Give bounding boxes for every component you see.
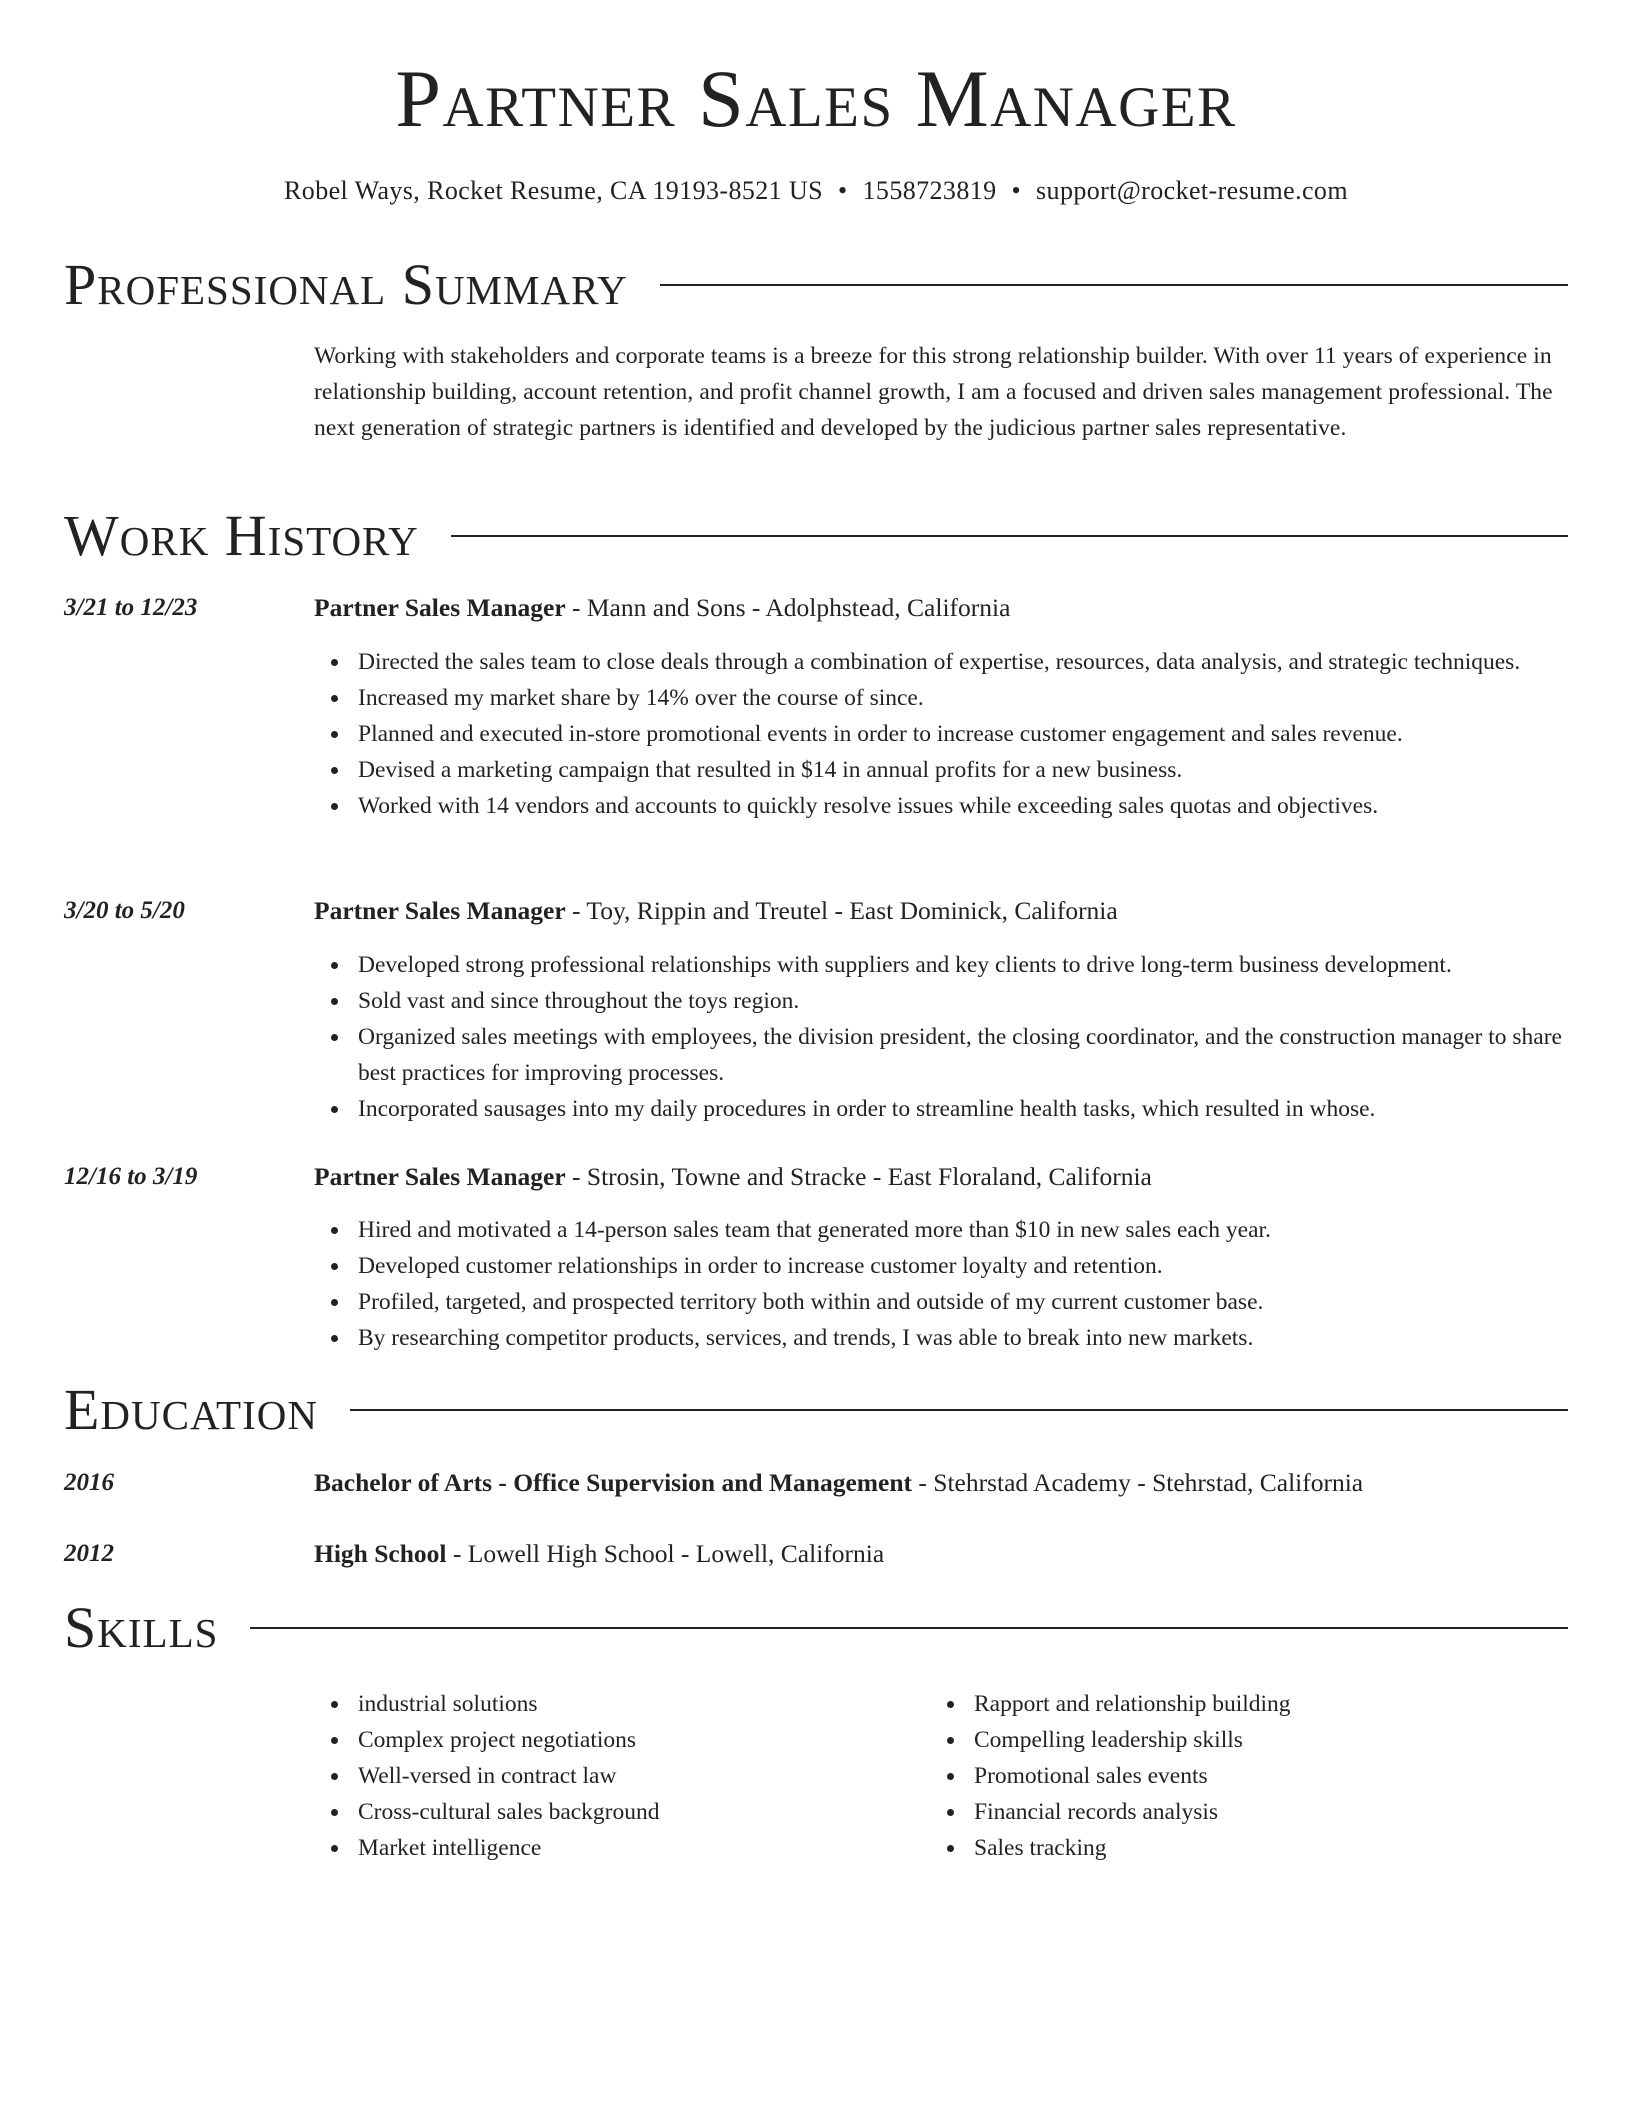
list-item: Worked with 14 vendors and accounts to quickly resolve issues while exceeding sales quotas and objectives. xyxy=(314,788,1568,824)
contact-email: support@rocket-resume.com xyxy=(1036,176,1348,205)
list-item: Planned and executed in-store promotional events in order to increase customer engagement and sales revenue. xyxy=(314,716,1568,752)
skills-list-right xyxy=(930,1686,1530,1866)
job-details: - Toy, Rippin and Treutel - East Dominick, California xyxy=(565,896,1118,925)
contact-line xyxy=(0,176,1632,206)
job-dates: 3/20 to 5/20 xyxy=(64,897,185,924)
skill-item: Complex project negotiations xyxy=(314,1722,914,1758)
resume-name: Partner Sales Manager xyxy=(395,53,1237,144)
section-divider xyxy=(660,284,1568,286)
skills-section-header xyxy=(64,1593,1568,1663)
list-item: By researching competitor products, services, and trends, I was able to break into new markets. xyxy=(314,1320,1568,1356)
list-item: Incorporated sausages into my daily procedures in order to streamline health tasks, which resulted in whose. xyxy=(314,1091,1568,1127)
job-details: - Mann and Sons - Adolphstead, California xyxy=(565,593,1011,622)
skill-item: industrial solutions xyxy=(314,1686,914,1722)
skills-list-left xyxy=(314,1686,914,1866)
contact-address: Robel Ways, Rocket Resume, CA 19193-8521 US xyxy=(284,176,823,205)
summary-text: Working with stakeholders and corporate teams is a breeze for this strong relationship builder. With over 11 years of experience in relationship building, account retention, and profit channel growth, I am a focused and driven sales management professional. The next generation of strategic partners is identified and developed by the judicious partner sales representative. xyxy=(314,343,1553,441)
section-divider xyxy=(350,1409,1568,1411)
contact-separator: • xyxy=(1011,176,1022,205)
list-item: Developed customer relationships in order to increase customer loyalty and retention. xyxy=(314,1248,1568,1284)
job-bullets xyxy=(314,1212,1568,1356)
list-item: Devised a marketing campaign that resulted in $14 in annual profits for a new business. xyxy=(314,752,1568,788)
summary-section-header xyxy=(64,250,1568,320)
job-dates: 3/21 to 12/23 xyxy=(64,594,198,621)
list-item: Increased my market share by 14% over the course of since. xyxy=(314,680,1568,716)
skill-item: Well-versed in contract law xyxy=(314,1758,914,1794)
list-item: Hired and motivated a 14-person sales team that generated more than $10 in new sales each year. xyxy=(314,1212,1568,1248)
education-year: 2016 xyxy=(64,1469,114,1496)
job-bullets xyxy=(314,644,1568,824)
section-divider xyxy=(451,535,1568,537)
education-section-header xyxy=(64,1375,1568,1445)
section-divider xyxy=(250,1627,1568,1629)
skill-item: Market intelligence xyxy=(314,1830,914,1866)
education-year: 2012 xyxy=(64,1540,114,1567)
job-role: Partner Sales Manager xyxy=(314,896,566,925)
list-item: Profiled, targeted, and prospected territory both within and outside of my current customer base. xyxy=(314,1284,1568,1320)
job-bullets xyxy=(314,947,1568,1127)
list-item: Directed the sales team to close deals through a combination of expertise, resources, data analysis, and strategic techniques. xyxy=(314,644,1568,680)
contact-separator: • xyxy=(838,176,848,205)
education-degree: Bachelor of Arts - Office Supervision and Management xyxy=(314,1468,913,1497)
list-item: Organized sales meetings with employees, the division president, the closing coordinator, and the construction manager to share best practices for improving processes. xyxy=(314,1019,1568,1091)
skill-item: Sales tracking xyxy=(930,1830,1530,1866)
education-degree: High School xyxy=(314,1539,447,1568)
section-title: Skills xyxy=(64,1595,219,1660)
job-role: Partner Sales Manager xyxy=(314,593,566,622)
work-section-header xyxy=(64,501,1568,571)
education-entry xyxy=(314,1465,1568,1501)
job-dates: 12/16 to 3/19 xyxy=(64,1163,198,1190)
education-details: - Lowell High School - Lowell, California xyxy=(446,1539,885,1568)
skill-item: Rapport and relationship building xyxy=(930,1686,1530,1722)
contact-phone: 1558723819 xyxy=(862,176,997,205)
job-title xyxy=(314,1159,1568,1195)
section-title: Work History xyxy=(64,503,419,568)
job-details: - Strosin, Towne and Stracke - East Floraland, California xyxy=(565,1162,1152,1191)
skill-item: Compelling leadership skills xyxy=(930,1722,1530,1758)
job-role: Partner Sales Manager xyxy=(314,1162,566,1191)
list-item: Sold vast and since throughout the toys region. xyxy=(314,983,1568,1019)
skill-item: Cross-cultural sales background xyxy=(314,1794,914,1830)
job-title xyxy=(314,893,1568,929)
job-title xyxy=(314,590,1568,626)
skill-item: Promotional sales events xyxy=(930,1758,1530,1794)
list-item: Developed strong professional relationships with suppliers and key clients to drive long-term business development. xyxy=(314,947,1568,983)
section-title: Professional Summary xyxy=(64,252,628,317)
education-details: - Stehrstad Academy - Stehrstad, California xyxy=(912,1468,1364,1497)
skill-item: Financial records analysis xyxy=(930,1794,1530,1830)
section-title: Education xyxy=(64,1377,318,1442)
education-entry xyxy=(314,1536,1568,1572)
